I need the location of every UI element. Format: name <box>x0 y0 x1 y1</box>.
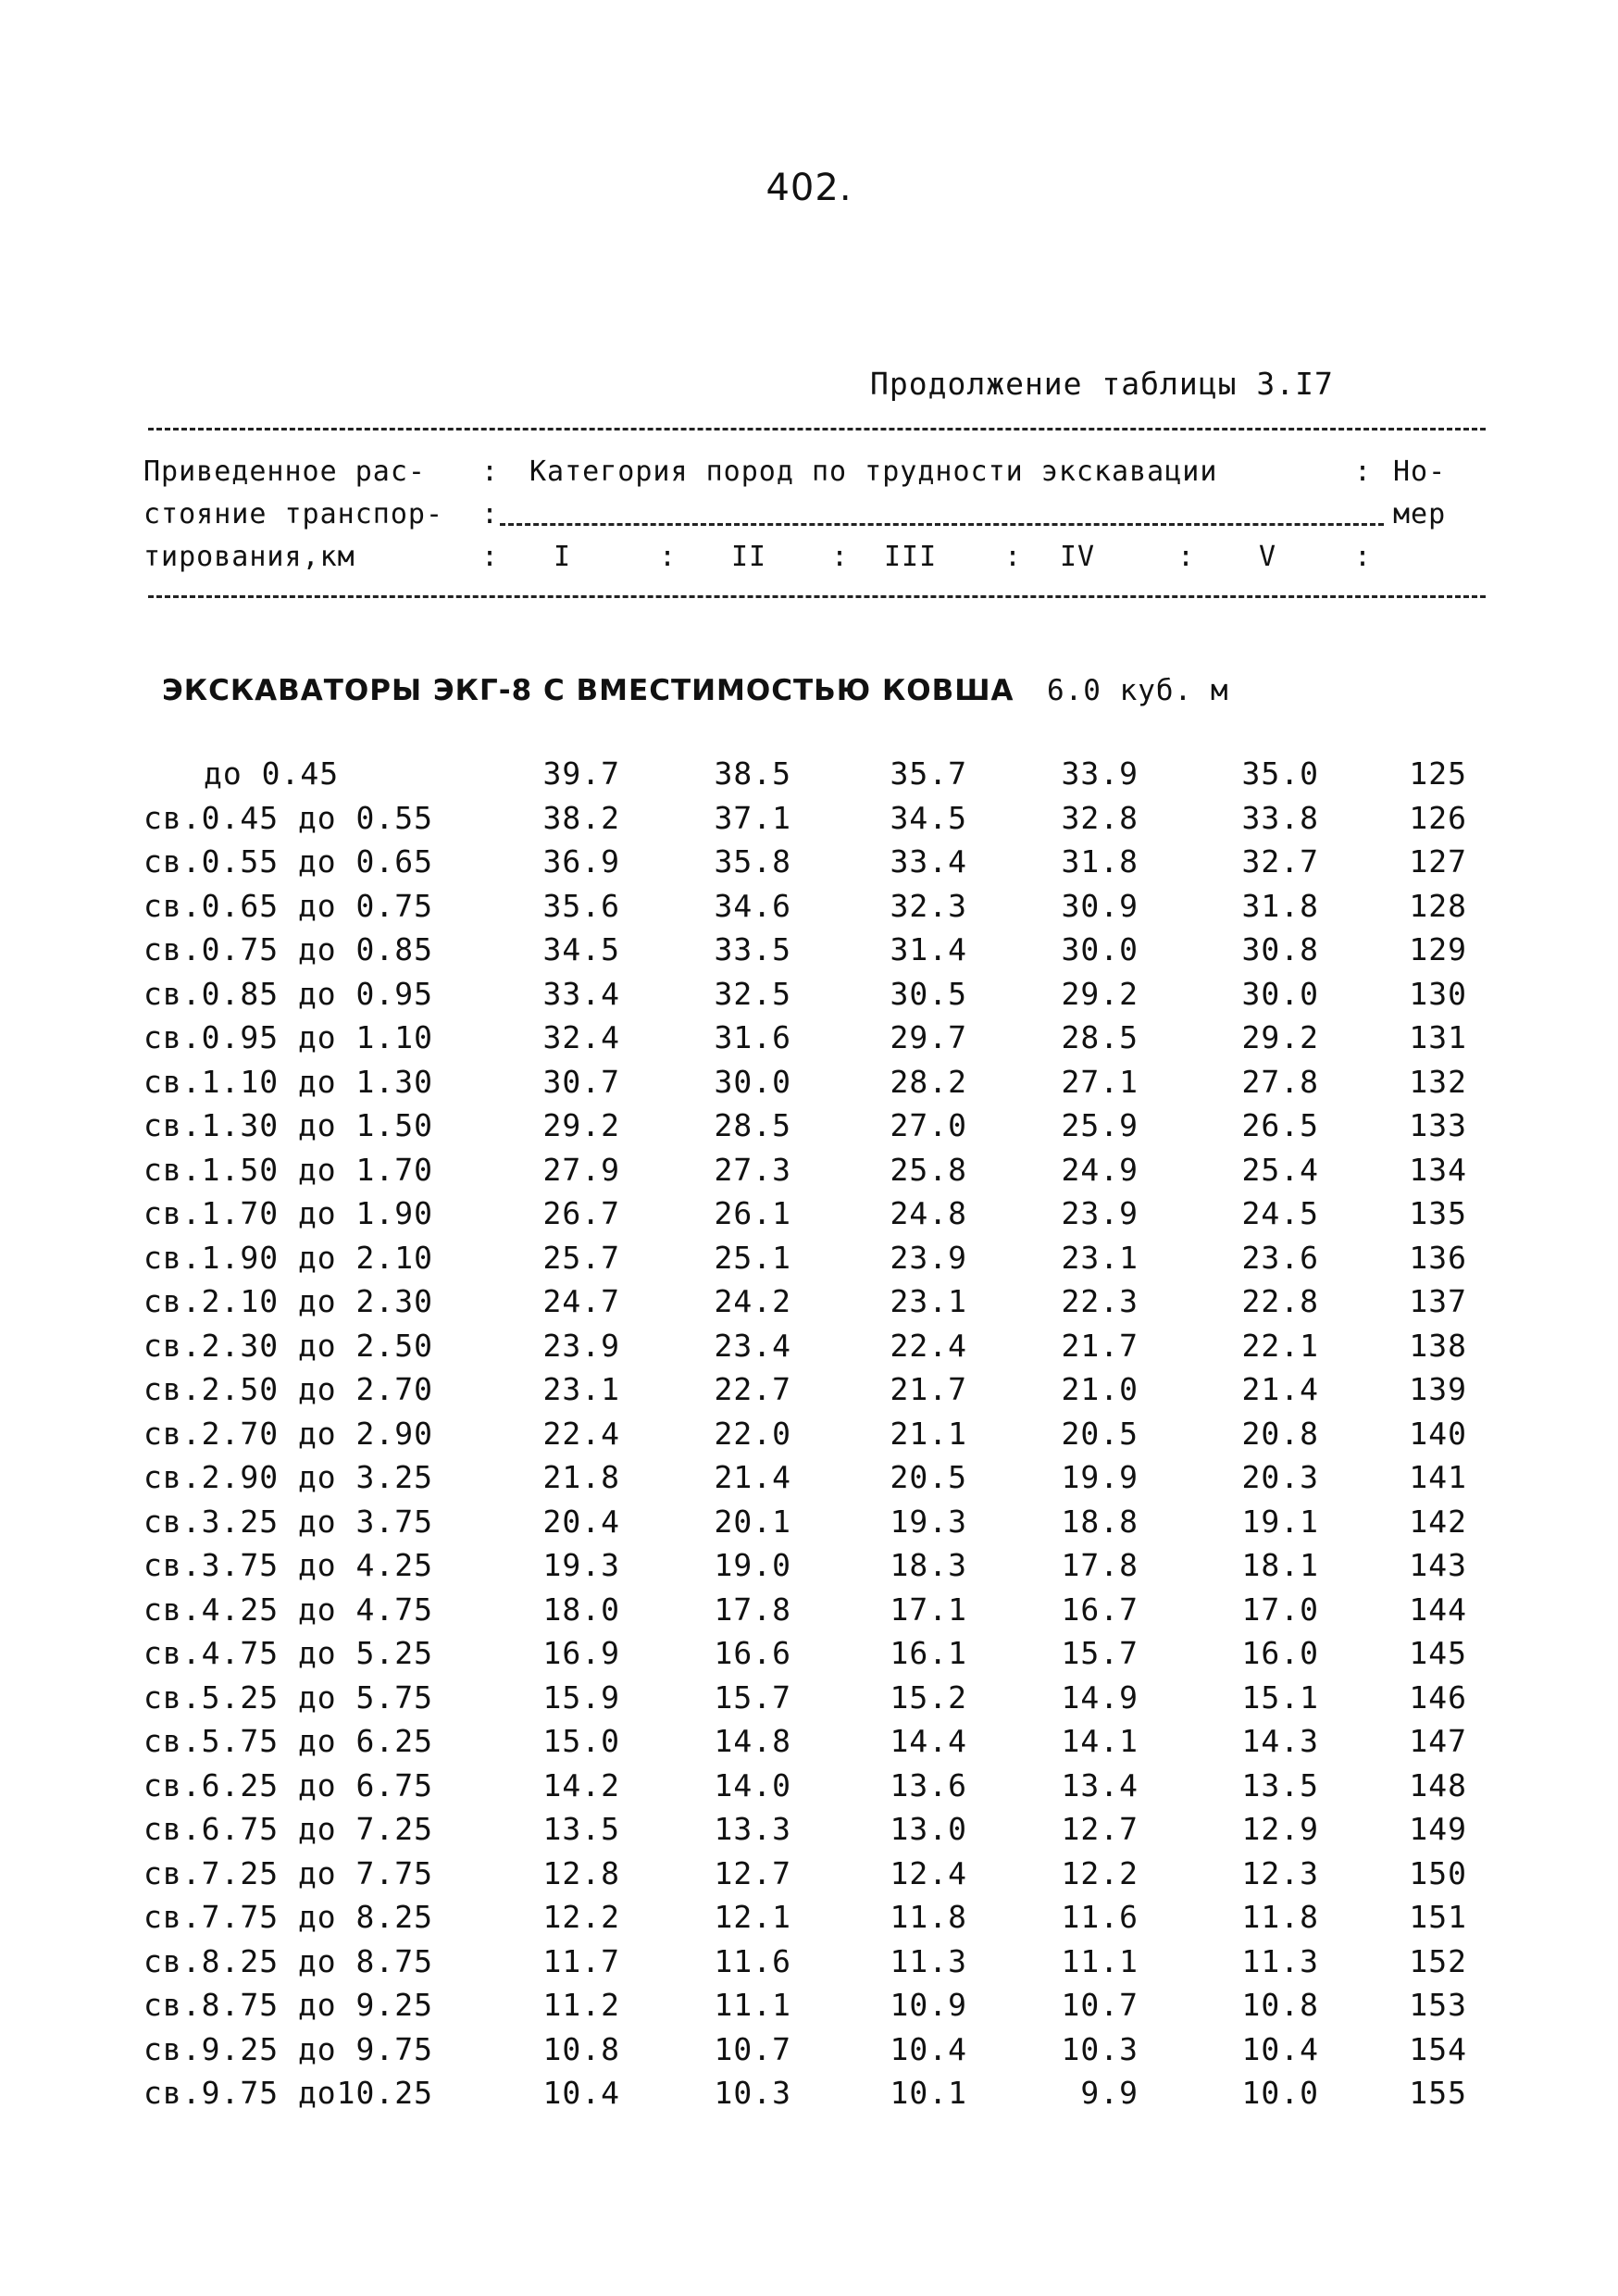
category-2-value: 11.6 <box>714 1942 791 1979</box>
header-separator: : <box>1177 541 1195 573</box>
category-5-value: 35.0 <box>1241 755 1319 792</box>
category-4-value: 16.7 <box>1061 1591 1139 1628</box>
category-1-value: 33.4 <box>542 975 620 1012</box>
category-5-value: 33.8 <box>1241 799 1319 836</box>
distance-cell: св.3.75 до 4.25 <box>143 1547 434 1583</box>
category-4-value: 14.1 <box>1061 1723 1139 1759</box>
row-number-cell: 153 <box>1409 1987 1467 2023</box>
header-separator: : <box>1004 541 1022 573</box>
category-1-value: 18.0 <box>542 1591 620 1628</box>
table-row <box>0 2071 1618 2115</box>
header-separator: : <box>481 498 499 530</box>
distance-cell: св.0.75 до 0.85 <box>143 931 434 967</box>
category-1-value: 26.7 <box>542 1195 620 1231</box>
row-number-cell: 137 <box>1409 1283 1467 1319</box>
table-row <box>0 1367 1618 1412</box>
category-1-value: 15.0 <box>542 1723 620 1759</box>
category-2-value: 31.6 <box>714 1019 791 1055</box>
distance-cell: св.0.65 до 0.75 <box>143 887 434 924</box>
category-3-value: 13.6 <box>890 1766 967 1803</box>
category-3-value: 17.1 <box>890 1591 967 1628</box>
category-2-value: 22.0 <box>714 1415 791 1452</box>
table-row <box>0 752 1618 796</box>
category-2-value: 33.5 <box>714 931 791 967</box>
category-3-value: 12.4 <box>890 1854 967 1891</box>
table-row <box>0 1543 1618 1588</box>
category-3-value: 29.7 <box>890 1019 967 1055</box>
table-top-rule <box>148 428 1486 430</box>
category-1-value: 11.2 <box>542 1987 620 2023</box>
category-2-value: 16.6 <box>714 1635 791 1671</box>
distance-cell: св.2.50 до 2.70 <box>143 1371 434 1407</box>
category-5-value: 10.0 <box>1241 2075 1319 2111</box>
header-separator: : <box>1354 541 1372 573</box>
header-separator: : <box>831 541 849 573</box>
category-4-value: 13.4 <box>1061 1766 1139 1803</box>
category-2-value: 32.5 <box>714 975 791 1012</box>
category-1-value: 16.9 <box>542 1635 620 1671</box>
row-number-cell: 141 <box>1409 1459 1467 1495</box>
category-1-value: 29.2 <box>542 1107 620 1143</box>
category-3-value: 21.1 <box>890 1415 967 1452</box>
table-row <box>0 1719 1618 1764</box>
category-5-value: 22.8 <box>1241 1283 1319 1319</box>
category-5-value: 12.3 <box>1241 1854 1319 1891</box>
table-row <box>0 972 1618 1017</box>
table-caption: Продолжение таблицы 3.I7 <box>870 366 1334 402</box>
table-row <box>0 840 1618 884</box>
category-4-value: 21.7 <box>1061 1327 1139 1364</box>
row-number-cell: 128 <box>1409 887 1467 924</box>
category-5-value: 27.8 <box>1241 1063 1319 1100</box>
category-5-value: 16.0 <box>1241 1635 1319 1671</box>
distance-cell: св.0.45 до 0.55 <box>143 799 434 836</box>
row-number-cell: 146 <box>1409 1678 1467 1716</box>
category-1-value: 12.2 <box>542 1899 620 1935</box>
row-number-cell: 136 <box>1409 1239 1467 1276</box>
category-2-value: 27.3 <box>714 1151 791 1188</box>
category-1-value: 38.2 <box>542 799 620 836</box>
category-2-value: 24.2 <box>714 1283 791 1319</box>
category-4-value: 25.9 <box>1061 1107 1139 1143</box>
category-5-value: 23.6 <box>1241 1239 1319 1276</box>
distance-cell: св.4.75 до 5.25 <box>143 1635 434 1671</box>
table-row <box>0 1455 1618 1500</box>
category-2-value: 25.1 <box>714 1239 791 1276</box>
table-row <box>0 1060 1618 1104</box>
table-row <box>0 796 1618 841</box>
category-4-value: 23.9 <box>1061 1195 1139 1231</box>
category-4-value: 22.3 <box>1061 1283 1139 1319</box>
table-row <box>0 1631 1618 1676</box>
row-number-cell: 145 <box>1409 1635 1467 1671</box>
category-5-value: 30.8 <box>1241 931 1319 967</box>
row-number-cell: 134 <box>1409 1151 1467 1188</box>
category-5-value: 11.3 <box>1241 1942 1319 1979</box>
category-4-value: 10.7 <box>1061 1987 1139 2023</box>
distance-cell: св.7.25 до 7.75 <box>143 1854 434 1891</box>
category-5-value: 20.3 <box>1241 1459 1319 1495</box>
category-3-value: 16.1 <box>890 1635 967 1671</box>
category-1-value: 15.9 <box>542 1678 620 1716</box>
category-4-value: 14.9 <box>1061 1678 1139 1716</box>
category-4-value: 19.9 <box>1061 1459 1139 1495</box>
distance-cell: св.2.10 до 2.30 <box>143 1283 434 1319</box>
category-3-value: 13.0 <box>890 1811 967 1847</box>
category-1-value: 35.6 <box>542 887 620 924</box>
category-1-value: 13.5 <box>542 1811 620 1847</box>
category-5-value: 30.0 <box>1241 975 1319 1012</box>
header-category-3: III <box>884 541 938 573</box>
distance-cell: св.8.75 до 9.25 <box>143 1987 434 2023</box>
table-row <box>0 1412 1618 1456</box>
category-2-value: 35.8 <box>714 843 791 880</box>
category-2-value: 14.8 <box>714 1723 791 1759</box>
distance-cell: св.6.75 до 7.25 <box>143 1811 434 1847</box>
distance-cell: св.9.25 до 9.75 <box>143 2030 434 2067</box>
table-row <box>0 1324 1618 1368</box>
category-2-value: 14.0 <box>714 1766 791 1803</box>
section-unit: 6.0 куб. м <box>1046 674 1229 707</box>
category-4-value: 24.9 <box>1061 1151 1139 1188</box>
category-3-value: 10.1 <box>890 2075 967 2111</box>
category-2-value: 15.7 <box>714 1678 791 1716</box>
header-separator: : <box>481 541 499 573</box>
row-number-cell: 151 <box>1409 1899 1467 1935</box>
distance-cell: св.0.85 до 0.95 <box>143 975 434 1012</box>
category-2-value: 11.1 <box>714 1987 791 2023</box>
category-4-value: 29.2 <box>1061 975 1139 1012</box>
distance-cell: св.1.90 до 2.10 <box>143 1239 434 1276</box>
category-1-value: 27.9 <box>542 1151 620 1188</box>
table-row <box>0 1940 1618 1984</box>
category-3-value: 35.7 <box>890 755 967 792</box>
row-number-cell: 152 <box>1409 1942 1467 1979</box>
category-4-value: 17.8 <box>1061 1547 1139 1583</box>
category-4-value: 15.7 <box>1061 1635 1139 1671</box>
category-3-value: 10.4 <box>890 2030 967 2067</box>
distance-cell: св.1.50 до 1.70 <box>143 1151 434 1188</box>
distance-cell: св.1.70 до 1.90 <box>143 1195 434 1231</box>
category-3-value: 11.8 <box>890 1899 967 1935</box>
table-row <box>0 1104 1618 1148</box>
row-number-cell: 125 <box>1409 755 1467 792</box>
distance-cell: св.9.75 до10.25 <box>143 2075 434 2111</box>
category-3-value: 14.4 <box>890 1723 967 1759</box>
category-4-value: 12.7 <box>1061 1811 1139 1847</box>
category-3-value: 11.3 <box>890 1942 967 1979</box>
distance-cell: св.5.75 до 6.25 <box>143 1723 434 1759</box>
distance-cell: св.1.10 до 1.30 <box>143 1063 434 1100</box>
category-1-value: 23.1 <box>542 1371 620 1407</box>
row-number-cell: 139 <box>1409 1371 1467 1407</box>
category-4-value: 27.1 <box>1061 1063 1139 1100</box>
category-2-value: 23.4 <box>714 1327 791 1364</box>
category-1-value: 10.8 <box>542 2030 620 2067</box>
header-inner-rule <box>500 523 1384 526</box>
header-separator: : <box>481 455 499 488</box>
table-row <box>0 1852 1618 1896</box>
category-5-value: 26.5 <box>1241 1107 1319 1143</box>
page-number: 402. <box>765 167 853 209</box>
category-2-value: 19.0 <box>714 1547 791 1583</box>
row-number-cell: 142 <box>1409 1503 1467 1540</box>
category-3-value: 30.5 <box>890 975 967 1012</box>
row-number-cell: 126 <box>1409 799 1467 836</box>
category-2-value: 10.3 <box>714 2075 791 2111</box>
table-row <box>0 2028 1618 2072</box>
table-row <box>0 1192 1618 1236</box>
category-1-value: 21.8 <box>542 1459 620 1495</box>
category-2-value: 30.0 <box>714 1063 791 1100</box>
category-4-value: 31.8 <box>1061 843 1139 880</box>
category-2-value: 12.7 <box>714 1854 791 1891</box>
category-2-value: 13.3 <box>714 1811 791 1847</box>
table-row <box>0 1807 1618 1852</box>
header-distance-line1: Приведенное рас- <box>143 455 426 488</box>
category-3-value: 28.2 <box>890 1063 967 1100</box>
category-3-value: 23.1 <box>890 1283 967 1319</box>
category-4-value: 18.8 <box>1061 1503 1139 1540</box>
category-3-value: 21.7 <box>890 1371 967 1407</box>
category-5-value: 21.4 <box>1241 1371 1319 1407</box>
category-1-value: 12.8 <box>542 1854 620 1891</box>
category-5-value: 12.9 <box>1241 1811 1319 1847</box>
section-title <box>162 674 1229 707</box>
category-4-value: 30.9 <box>1061 887 1139 924</box>
category-5-value: 18.1 <box>1241 1547 1319 1583</box>
distance-cell: св.1.30 до 1.50 <box>143 1107 434 1143</box>
category-5-value: 19.1 <box>1241 1503 1319 1540</box>
category-4-value: 11.6 <box>1061 1899 1139 1935</box>
row-number-cell: 135 <box>1409 1195 1467 1231</box>
category-3-value: 33.4 <box>890 843 967 880</box>
category-3-value: 20.5 <box>890 1459 967 1495</box>
category-4-value: 33.9 <box>1061 755 1139 792</box>
category-1-value: 32.4 <box>542 1019 620 1055</box>
distance-cell: св.2.30 до 2.50 <box>143 1327 434 1364</box>
category-2-value: 28.5 <box>714 1107 791 1143</box>
category-3-value: 23.9 <box>890 1239 967 1276</box>
category-3-value: 24.8 <box>890 1195 967 1231</box>
category-4-value: 12.2 <box>1061 1854 1139 1891</box>
category-1-value: 36.9 <box>542 843 620 880</box>
row-number-cell: 140 <box>1409 1415 1467 1452</box>
distance-cell: св.0.55 до 0.65 <box>143 843 434 880</box>
distance-cell: св.4.25 до 4.75 <box>143 1591 434 1628</box>
category-4-value: 32.8 <box>1061 799 1139 836</box>
category-4-value: 23.1 <box>1061 1239 1139 1276</box>
category-5-value: 17.0 <box>1241 1591 1319 1628</box>
category-3-value: 22.4 <box>890 1327 967 1364</box>
category-5-value: 25.4 <box>1241 1151 1319 1188</box>
table-row <box>0 1588 1618 1632</box>
distance-cell: св.5.25 до 5.75 <box>143 1678 434 1716</box>
category-5-value: 10.8 <box>1241 1987 1319 2023</box>
row-number-cell: 138 <box>1409 1327 1467 1364</box>
distance-cell: св.7.75 до 8.25 <box>143 1899 434 1935</box>
header-separator: : <box>659 541 677 573</box>
category-3-value: 18.3 <box>890 1547 967 1583</box>
row-number-cell: 147 <box>1409 1723 1467 1759</box>
row-number-cell: 129 <box>1409 931 1467 967</box>
category-5-value: 22.1 <box>1241 1327 1319 1364</box>
table-row <box>0 1895 1618 1940</box>
category-5-value: 24.5 <box>1241 1195 1319 1231</box>
category-4-value: 11.1 <box>1061 1942 1139 1979</box>
category-4-value: 20.5 <box>1061 1415 1139 1452</box>
row-number-cell: 127 <box>1409 843 1467 880</box>
table-row <box>0 1148 1618 1192</box>
category-3-value: 19.3 <box>890 1503 967 1540</box>
category-1-value: 25.7 <box>542 1239 620 1276</box>
table-row <box>0 1983 1618 2028</box>
category-3-value: 32.3 <box>890 887 967 924</box>
category-2-value: 38.5 <box>714 755 791 792</box>
header-separator: : <box>1354 455 1372 488</box>
row-number-cell: 149 <box>1409 1811 1467 1847</box>
category-1-value: 14.2 <box>542 1766 620 1803</box>
category-1-value: 30.7 <box>542 1063 620 1100</box>
table-row <box>0 1236 1618 1280</box>
table-header-bottom-rule <box>148 595 1486 598</box>
section-title-text: ЭКСКАВАТОРЫ ЭКГ-8 С ВМЕСТИМОСТЬЮ КОВША <box>162 674 1014 707</box>
category-5-value: 15.1 <box>1241 1678 1319 1716</box>
table-row <box>0 928 1618 972</box>
table-row <box>0 1764 1618 1808</box>
category-4-value: 30.0 <box>1061 931 1139 967</box>
header-category-4: IV <box>1060 541 1096 573</box>
category-2-value: 37.1 <box>714 799 791 836</box>
row-number-cell: 133 <box>1409 1107 1467 1143</box>
row-number-cell: 132 <box>1409 1063 1467 1100</box>
distance-cell: до 0.45 <box>204 755 340 792</box>
category-5-value: 11.8 <box>1241 1899 1319 1935</box>
table-row <box>0 1500 1618 1544</box>
category-3-value: 34.5 <box>890 799 967 836</box>
table-body <box>0 752 1618 2115</box>
category-3-value: 10.9 <box>890 1987 967 2023</box>
category-5-value: 31.8 <box>1241 887 1319 924</box>
header-category-2: II <box>731 541 767 573</box>
category-4-value: 10.3 <box>1061 2030 1139 2067</box>
category-5-value: 13.5 <box>1241 1766 1319 1803</box>
category-2-value: 21.4 <box>714 1459 791 1495</box>
category-2-value: 34.6 <box>714 887 791 924</box>
category-5-value: 14.3 <box>1241 1723 1319 1759</box>
header-category-5: V <box>1259 541 1277 573</box>
table-row <box>0 1016 1618 1060</box>
row-number-cell: 144 <box>1409 1591 1467 1628</box>
category-5-value: 32.7 <box>1241 843 1319 880</box>
category-1-value: 10.4 <box>542 2075 620 2111</box>
row-number-cell: 143 <box>1409 1547 1467 1583</box>
header-number-line2: мер <box>1393 498 1447 530</box>
category-5-value: 10.4 <box>1241 2030 1319 2067</box>
category-3-value: 31.4 <box>890 931 967 967</box>
row-number-cell: 154 <box>1409 2030 1467 2067</box>
distance-cell: св.2.90 до 3.25 <box>143 1459 434 1495</box>
table-row <box>0 1676 1618 1720</box>
category-3-value: 27.0 <box>890 1107 967 1143</box>
category-1-value: 22.4 <box>542 1415 620 1452</box>
distance-cell: св.3.25 до 3.75 <box>143 1503 434 1540</box>
header-distance-line3: тирования,км <box>143 541 355 573</box>
table-row <box>0 884 1618 929</box>
category-1-value: 39.7 <box>542 755 620 792</box>
category-5-value: 20.8 <box>1241 1415 1319 1452</box>
category-1-value: 11.7 <box>542 1942 620 1979</box>
category-2-value: 20.1 <box>714 1503 791 1540</box>
header-distance-line2: стояние транспор- <box>143 498 444 530</box>
category-1-value: 23.9 <box>542 1327 620 1364</box>
category-1-value: 24.7 <box>542 1283 620 1319</box>
category-2-value: 17.8 <box>714 1591 791 1628</box>
distance-cell: св.2.70 до 2.90 <box>143 1415 434 1452</box>
category-3-value: 15.2 <box>890 1678 967 1716</box>
category-2-value: 22.7 <box>714 1371 791 1407</box>
distance-cell: св.0.95 до 1.10 <box>143 1019 434 1055</box>
category-1-value: 34.5 <box>542 931 620 967</box>
category-2-value: 26.1 <box>714 1195 791 1231</box>
header-number-line1: Но- <box>1393 455 1447 488</box>
row-number-cell: 131 <box>1409 1019 1467 1055</box>
header-category-title: Категория пород по трудности экскавации <box>529 455 1218 488</box>
distance-cell: св.6.25 до 6.75 <box>143 1766 434 1803</box>
row-number-cell: 150 <box>1409 1854 1467 1891</box>
category-4-value: 9.9 <box>1080 2075 1139 2111</box>
category-4-value: 21.0 <box>1061 1371 1139 1407</box>
header-category-1: I <box>554 541 572 573</box>
row-number-cell: 155 <box>1409 2075 1467 2111</box>
row-number-cell: 148 <box>1409 1766 1467 1803</box>
distance-cell: св.8.25 до 8.75 <box>143 1942 434 1979</box>
category-1-value: 19.3 <box>542 1547 620 1583</box>
category-4-value: 28.5 <box>1061 1019 1139 1055</box>
category-1-value: 20.4 <box>542 1503 620 1540</box>
table-row <box>0 1279 1618 1324</box>
category-2-value: 10.7 <box>714 2030 791 2067</box>
category-2-value: 12.1 <box>714 1899 791 1935</box>
row-number-cell: 130 <box>1409 975 1467 1012</box>
category-3-value: 25.8 <box>890 1151 967 1188</box>
category-5-value: 29.2 <box>1241 1019 1319 1055</box>
